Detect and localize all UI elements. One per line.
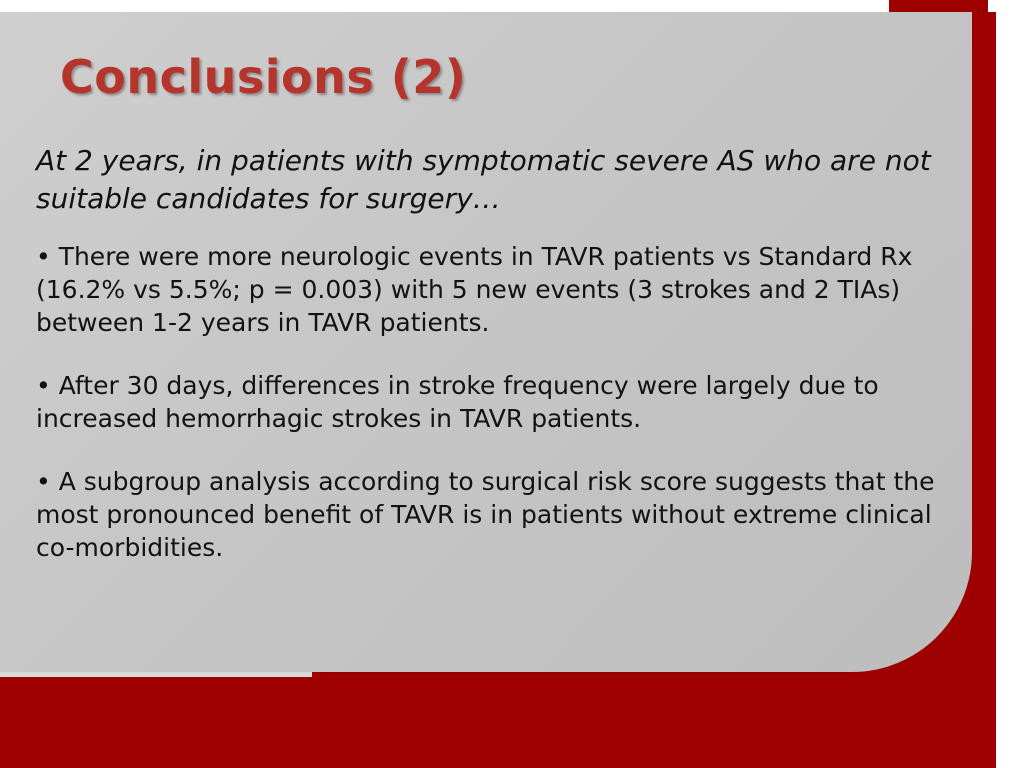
lead-paragraph: At 2 years, in patients with symptomatic severe AS who are not suitable candidates for surgery… bbox=[36, 144, 931, 216]
right-white-margin bbox=[996, 0, 1024, 768]
slide-content bbox=[0, 12, 972, 672]
bullet-item: • After 30 days, differences in stroke frequency were largely due to increased hemorrhagic strokes in TAVR patients. bbox=[36, 371, 879, 434]
bullet-item: • A subgroup analysis according to surgical risk score suggests that the most pronounced benefit of TAVR is in patients without extreme clinical co-morbidities. bbox=[36, 467, 935, 563]
bullet-item: • There were more neurologic events in TAVR patients vs Standard Rx (16.2% vs 5.5%; p = 0.003) with 5 new events (3 strokes and 2 TIAs) between 1-2 years in TAVR patients. bbox=[36, 242, 913, 338]
top-white-margin bbox=[0, 0, 889, 12]
bottom-light-strip bbox=[0, 672, 312, 677]
slide-body bbox=[36, 142, 946, 564]
right-white-notch bbox=[988, 0, 996, 12]
slide-title: Conclusions (2) bbox=[60, 50, 467, 104]
